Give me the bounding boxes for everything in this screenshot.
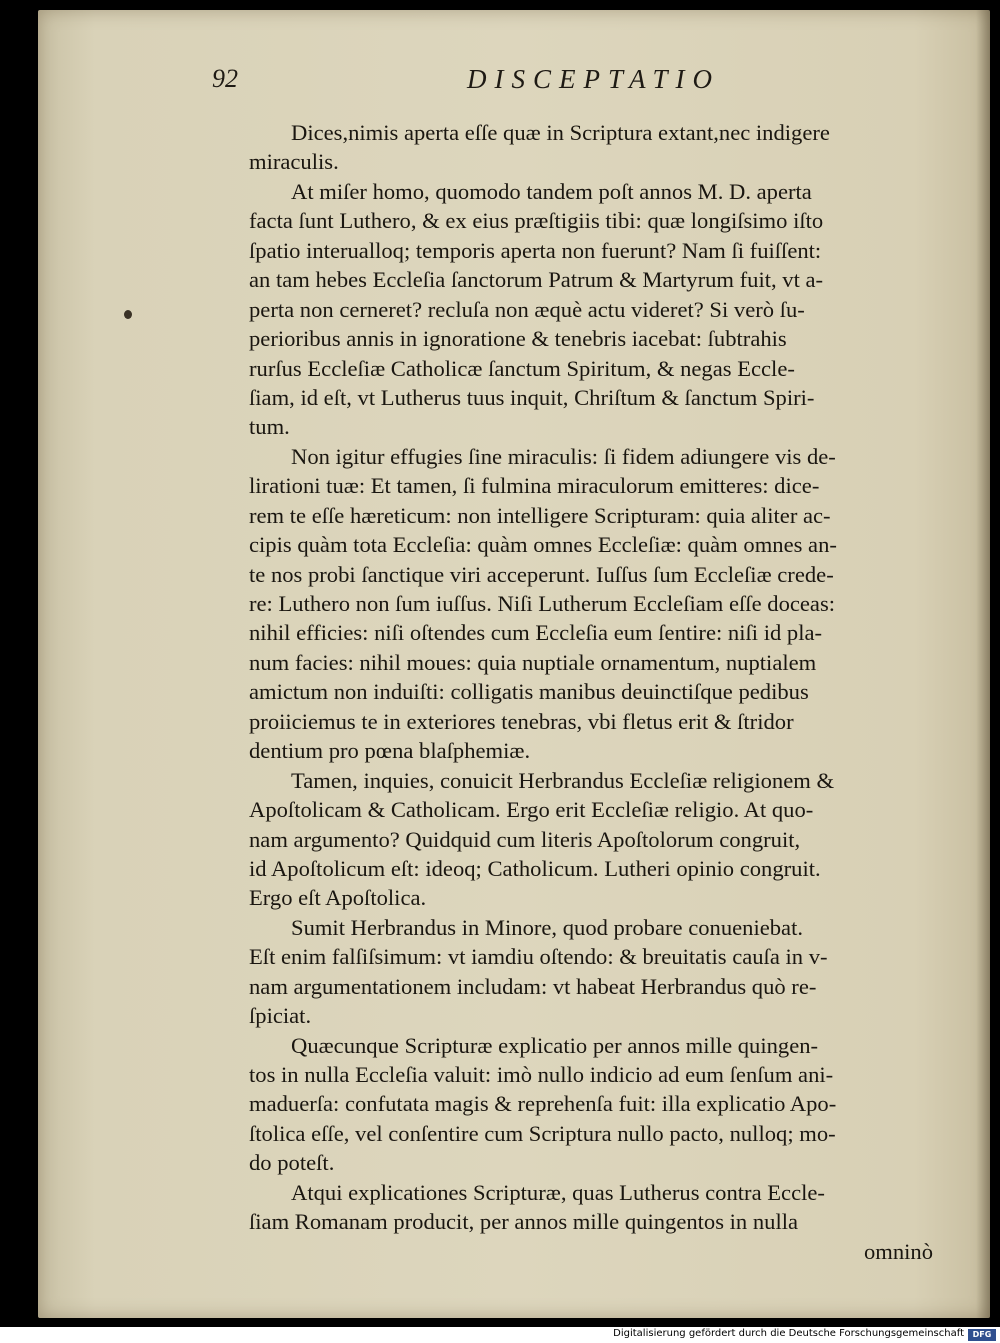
text-line: ſpiciat. <box>249 1003 312 1029</box>
text-line: re: Luthero non ſum iuſſus. Niſi Lutherum Eccleſiam eſſe doceas: <box>249 591 836 616</box>
text-line: nihil efficies: niſi oſtendes cum Eccleſia eum ſentire: niſi id pla- <box>249 620 823 646</box>
text-line: nam argumento? Quidquid cum literis Apoſtolorum congruit, <box>249 826 801 852</box>
text-line: Eſt enim falſiſsimum: vt iamdiu oſtendo: & breuitatis cauſa in v- <box>249 944 828 970</box>
running-title: DISCEPTATIO <box>467 64 720 94</box>
text-line: Sumit Herbrandus in Minore, quod probare conueniebat. <box>291 914 803 940</box>
text-line: an tam hebes Eccleſia ſanctorum Patrum & Martyrum fuit, vt a- <box>249 267 824 293</box>
text-line: te nos probi ſanctique viri acceperunt. Iuſſus ſum Eccleſiæ crede- <box>249 561 834 587</box>
text-line: id Apoſtolicum eſt: ideoq; Catholicum. Lutheri opinio congruit. <box>249 855 821 881</box>
text-line: facta ſunt Luthero, & ex eius præſtigiis tibi: quæ longiſsimo iſto <box>249 208 824 234</box>
text-line: lirationi tuæ: Et tamen, ſi fulmina miraculorum emitteres: dice- <box>249 473 820 499</box>
text-line: tum. <box>249 414 290 440</box>
text-line: maduerſa: confutata magis & reprehenſa fuit: illa explicatio Apo- <box>249 1091 837 1117</box>
text-line: perioribus annis in ignoratione & tenebris iacebat: ſubtrahis <box>249 326 787 352</box>
text-line: perta non cerneret? recluſa non æquè actu videret? Si verò ſu- <box>249 296 805 322</box>
text-line: Apoſtolicam & Catholicam. Ergo erit Eccleſiæ religio. At quo- <box>249 797 814 823</box>
text-line: tos in nulla Eccleſia valuit: imò nullo indicio ad eum ſenſum ani- <box>249 1062 834 1087</box>
text-line: Dices,nimis aperta eſſe quæ in Scriptura extant,nec indigere <box>291 120 830 145</box>
text-line: Ergo eſt Apoſtolica. <box>249 885 427 911</box>
text-line: ſpatio interualloq; temporis aperta non fuerunt? Nam ſi fuiſſent: <box>249 237 822 263</box>
text-line: Atqui explicationes Scripturæ, quas Lutherus contra Eccle- <box>291 1179 825 1205</box>
text-line: ſtolica eſſe, vel conſentire cum Scriptura nullo pacto, nulloq; mo- <box>249 1120 836 1146</box>
dfg-logo: DFG <box>968 1329 996 1341</box>
text-line: cipis quàm tota Eccleſia: quàm omnes Eccleſiæ: quàm omnes an- <box>249 532 837 558</box>
digitization-footer <box>0 1327 1000 1343</box>
text-line: nam argumentationem includam: vt habeat Herbrandus quò re- <box>249 973 817 999</box>
text-line: proiiciemus te in exteriores tenebras, vbi fletus erit & ſtridor <box>249 708 794 734</box>
text-line: amictum non induiſti: colligatis manibus deuinctiſque pedibus <box>249 679 809 705</box>
text-line: dentium pro pœna blaſphemiæ. <box>249 738 531 764</box>
text-line: Non igitur effugies ſine miraculis: ſi fidem adiungere vis de- <box>291 443 836 469</box>
text-line: At miſer homo, quomodo tandem poſt annos M. D. aperta <box>291 178 812 204</box>
text-line: do poteſt. <box>249 1150 335 1176</box>
catchword: omninò <box>863 1238 933 1264</box>
paper-blemish <box>124 310 132 319</box>
text-line: Tamen, inquies, conuicit Herbrandus Eccleſiæ religionem & <box>291 767 835 793</box>
text-line: rurſus Eccleſiæ Catholicæ ſanctum Spiritum, & negas Eccle- <box>249 355 795 381</box>
text-line: miraculis. <box>249 149 339 175</box>
text-line: num facies: nihil moues: quia nuptiale ornamentum, nuptialem <box>249 649 817 675</box>
body-text <box>249 118 939 1266</box>
text-line: rem te eſſe hæreticum: non intelligere Scripturam: quia aliter ac- <box>249 502 831 528</box>
text-line: Quæcunque Scripturæ explicatio per annos mille quingen- <box>291 1032 819 1058</box>
text-line: ſiam, id eſt, vt Lutherus tuus inquit, Chriſtum & ſanctum Spiri- <box>249 384 815 410</box>
page-header <box>212 64 932 108</box>
funding-credit: Digitalisierung gefördert durch die Deutsche Forschungsgemeinschaft <box>613 1328 964 1339</box>
page-number: 92 <box>212 64 238 93</box>
text-line: ſiam Romanam producit, per annos mille quingentos in nulla <box>249 1209 799 1235</box>
